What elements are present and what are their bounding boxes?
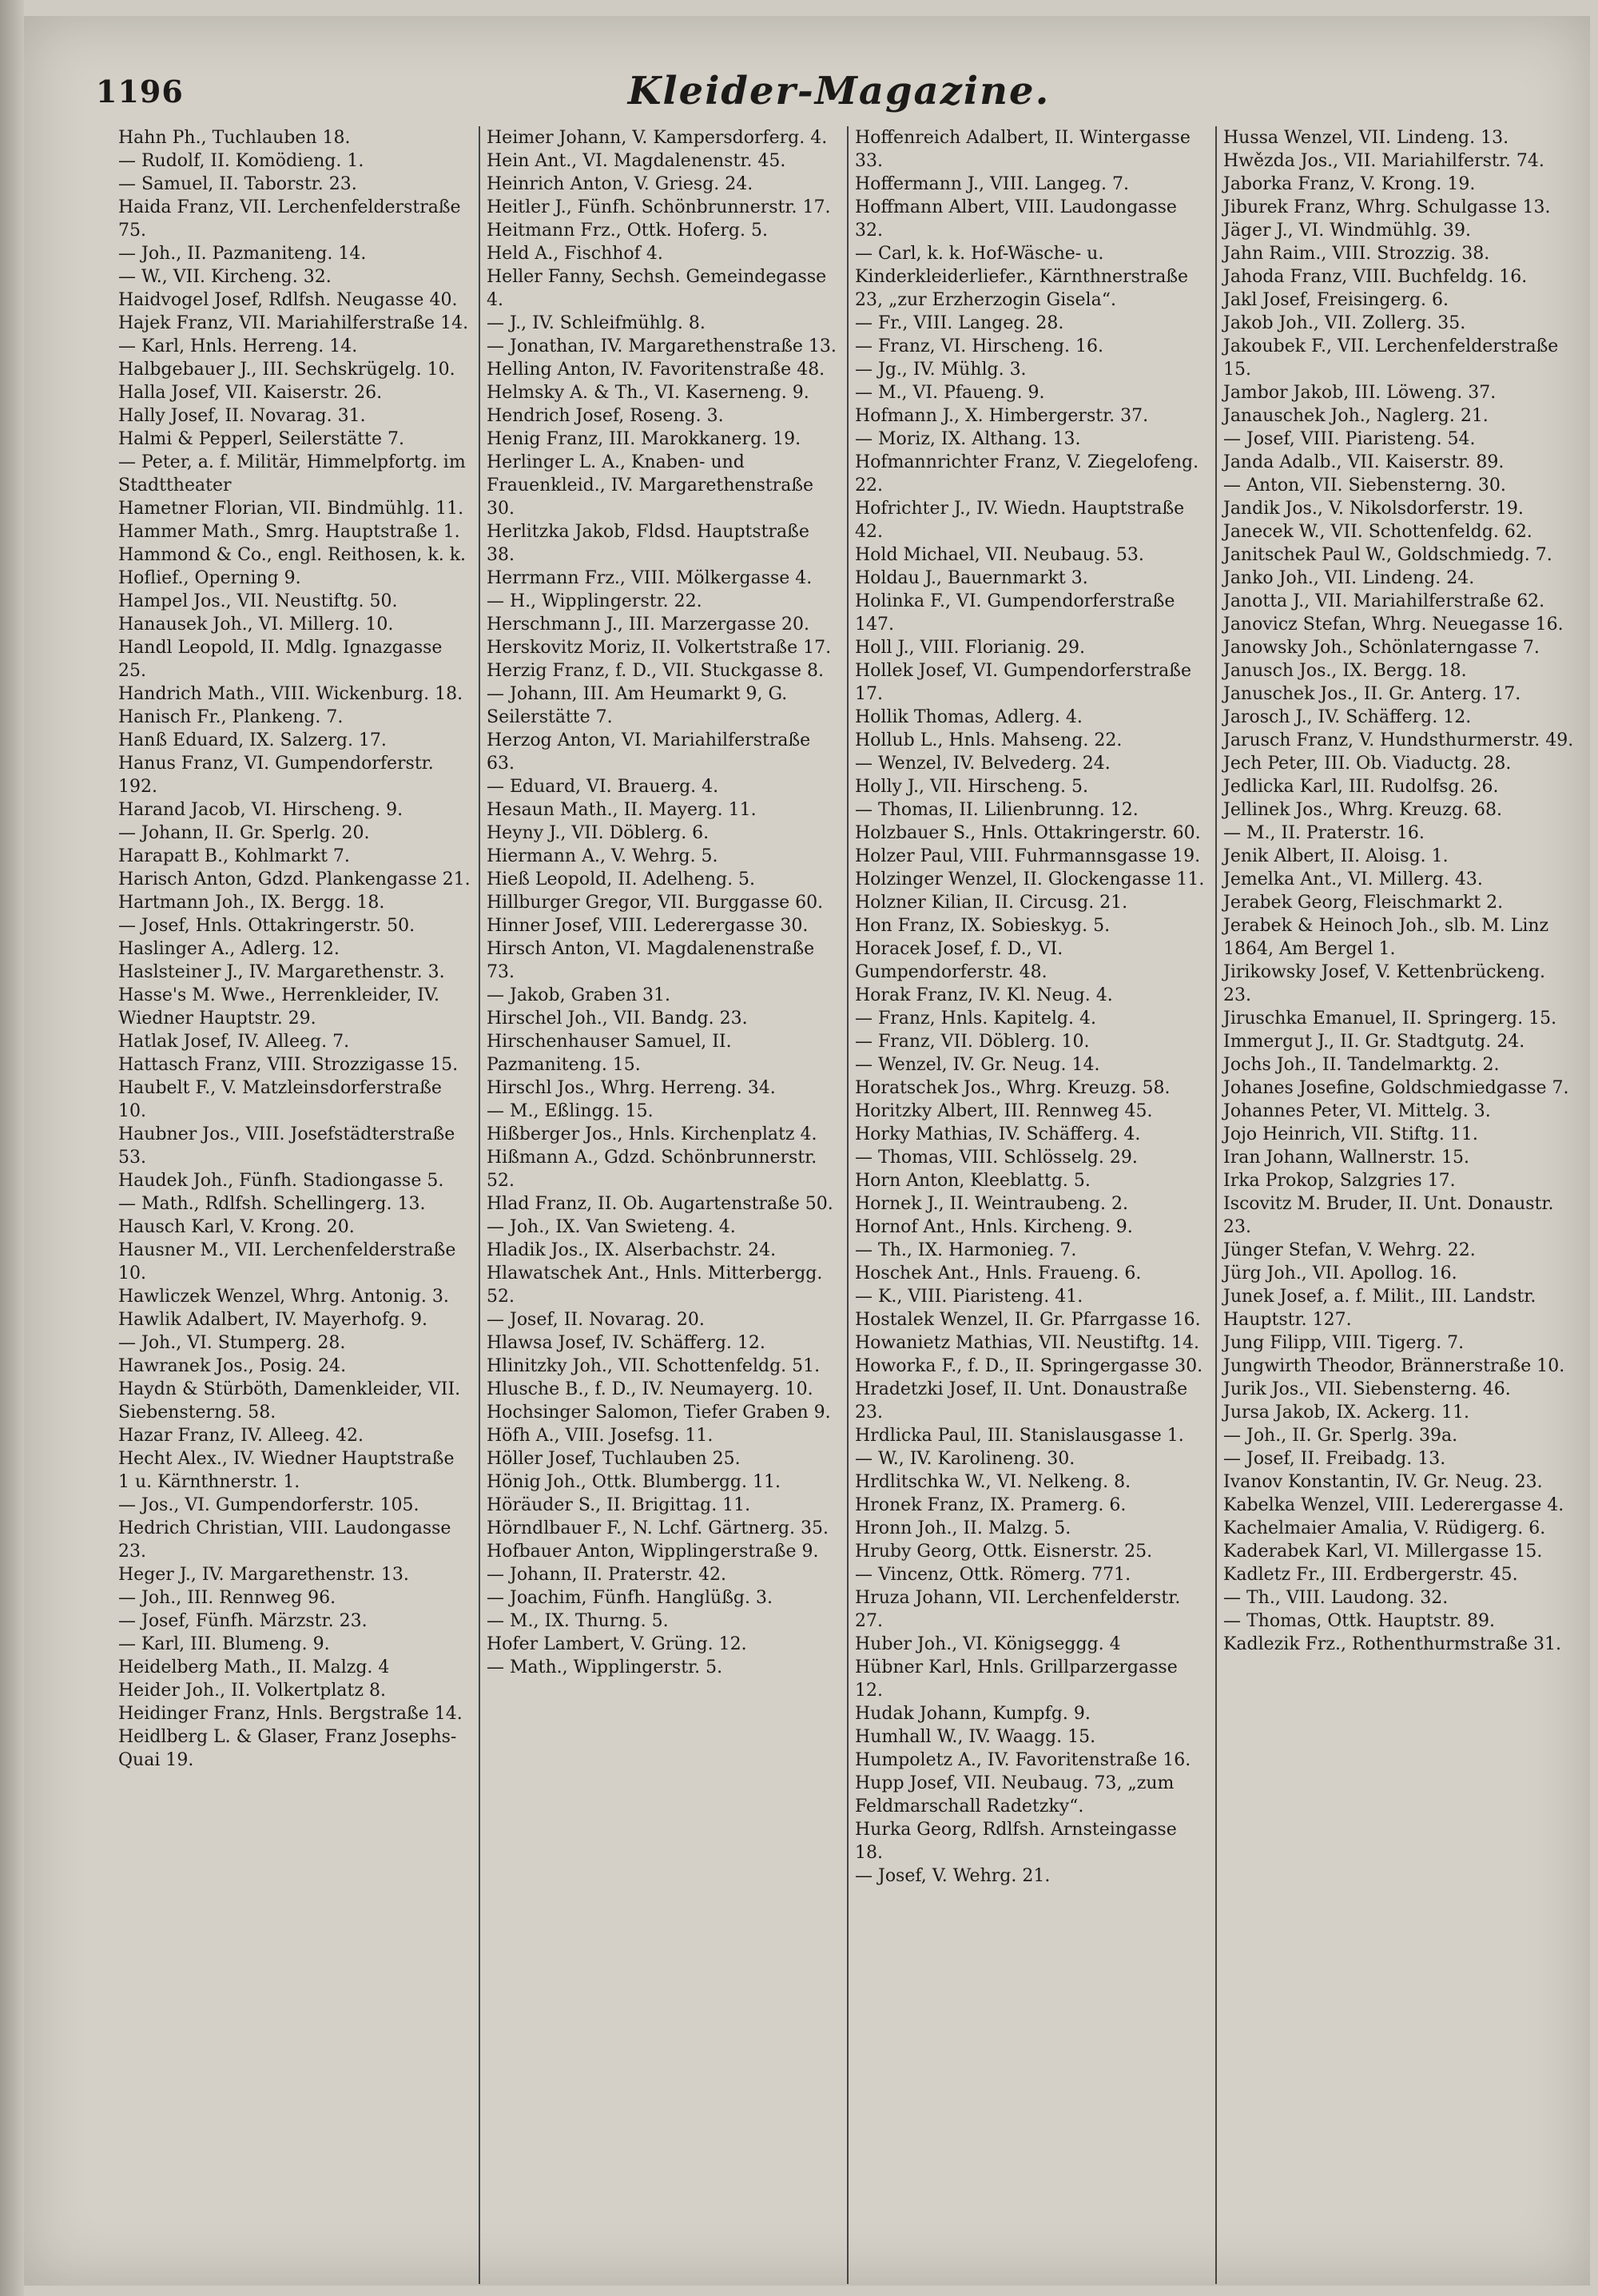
directory-entry: Hazar Franz, IV. Alleeg. 42. bbox=[118, 1426, 364, 1446]
directory-entry: Hussa Wenzel, VII. Lindeng. 13. bbox=[1223, 128, 1509, 148]
directory-entry: — Joh., III. Rennweg 96. bbox=[118, 1588, 336, 1608]
directory-entry: Jakl Josef, Freisingerg. 6. bbox=[1223, 290, 1449, 310]
directory-entry: Horacek Josef, f. D., VI. Gumpendorferstr. 48. bbox=[855, 939, 1063, 982]
directory-entry: Humpoletz A., IV. Favoritenstraße 16. bbox=[855, 1750, 1191, 1770]
directory-columns bbox=[112, 126, 1586, 2284]
directory-entry: — Joh., II. Pazmaniteng. 14. bbox=[118, 244, 367, 264]
directory-entry: Holzinger Wenzel, II. Glockengasse 11. bbox=[855, 869, 1205, 889]
directory-entry: Horak Franz, IV. Kl. Neug. 4. bbox=[855, 985, 1113, 1005]
page-number: 1196 bbox=[96, 74, 184, 109]
directory-entry: Kachelmaier Amalia, V. Rüdigerg. 6. bbox=[1223, 1518, 1546, 1538]
directory-entry: Johannes Peter, VI. Mittelg. 3. bbox=[1223, 1101, 1491, 1121]
directory-entry: — Wenzel, IV. Gr. Neug. 14. bbox=[855, 1055, 1100, 1075]
directory-entry: Heinrich Anton, V. Griesg. 24. bbox=[487, 174, 753, 194]
directory-column-2 bbox=[480, 126, 849, 2284]
directory-entry: Hofrichter J., IV. Wiedn. Hauptstraße 42. bbox=[855, 499, 1185, 542]
directory-entry: Hlad Franz, II. Ob. Augartenstraße 50. bbox=[487, 1194, 833, 1214]
directory-entry: Haidvogel Josef, Rdlfsh. Neugasse 40. bbox=[118, 290, 458, 310]
directory-entry: Handl Leopold, II. Mdlg. Ignazgasse 25. bbox=[118, 638, 443, 681]
directory-entry: — Karl, Hnls. Herreng. 14. bbox=[118, 336, 358, 356]
directory-entry: Hoffmann Albert, VIII. Laudongasse 32. bbox=[855, 197, 1177, 241]
directory-entry: Hoffermann J., VIII. Langeg. 7. bbox=[855, 174, 1129, 194]
directory-entry: Janotta J., VII. Mariahilferstraße 62. bbox=[1223, 591, 1545, 611]
directory-entry: Hendrich Josef, Roseng. 3. bbox=[487, 406, 724, 426]
directory-entry: Heidlberg L. & Glaser, Franz Josephs-Quai 19. bbox=[118, 1727, 457, 1770]
directory-entry: — J., IV. Schleifmühlg. 8. bbox=[487, 313, 706, 333]
directory-entry: Hradetzki Josef, II. Unt. Donaustraße 23. bbox=[855, 1379, 1188, 1423]
directory-entry: — Joh., IX. Van Swieteng. 4. bbox=[487, 1217, 736, 1237]
directory-entry: Hausner M., VII. Lerchenfelderstraße 10. bbox=[118, 1240, 456, 1283]
directory-entry: Herzog Anton, VI. Mariahilferstraße 63. bbox=[487, 730, 811, 774]
directory-entry: Henig Franz, III. Marokkanerg. 19. bbox=[487, 429, 801, 449]
directory-entry: Hrdlitschka W., VI. Nelkeng. 8. bbox=[855, 1472, 1131, 1492]
directory-entry: Hiermann A., V. Wehrg. 5. bbox=[487, 846, 718, 866]
directory-entry: Jakoubek F., VII. Lerchenfelderstraße 15. bbox=[1223, 336, 1559, 380]
directory-entry: Halla Josef, VII. Kaiserstr. 26. bbox=[118, 383, 383, 403]
directory-entry: Hirschel Joh., VII. Bandg. 23. bbox=[487, 1009, 748, 1029]
directory-entry: Hrdlicka Paul, III. Stanislausgasse 1. bbox=[855, 1426, 1184, 1446]
directory-entry: Hahn Ph., Tuchlauben 18. bbox=[118, 128, 351, 148]
directory-entry: — Johann, III. Am Heumarkt 9, G. Seilerstätte 7. bbox=[487, 684, 788, 727]
directory-entry: Hedrich Christian, VIII. Laudongasse 23. bbox=[118, 1518, 451, 1562]
directory-entry: Jojo Heinrich, VII. Stiftg. 11. bbox=[1223, 1124, 1478, 1144]
directory-entry: Holinka F., VI. Gumpendorferstraße 147. bbox=[855, 591, 1175, 635]
directory-entry: Holl J., VIII. Florianig. 29. bbox=[855, 638, 1086, 658]
directory-entry: Holzbauer S., Hnls. Ottakringerstr. 60. bbox=[855, 823, 1201, 843]
directory-column-3 bbox=[849, 126, 1217, 2284]
directory-entry: Jahn Raim., VIII. Strozzig. 38. bbox=[1223, 244, 1490, 264]
directory-entry: Horn Anton, Kleeblattg. 5. bbox=[855, 1171, 1091, 1191]
directory-entry: Hoffenreich Adalbert, II. Wintergasse 33. bbox=[855, 128, 1191, 171]
directory-entry: Iran Johann, Wallnerstr. 15. bbox=[1223, 1148, 1469, 1168]
page-title: Kleider-Magazine. bbox=[627, 69, 1051, 113]
directory-entry: — Franz, Hnls. Kapitelg. 4. bbox=[855, 1009, 1096, 1029]
directory-entry: — Anton, VII. Siebensterng. 30. bbox=[1223, 476, 1506, 495]
directory-entry: — Vincenz, Ottk. Römerg. 771. bbox=[855, 1565, 1131, 1585]
directory-entry: — Samuel, II. Taborstr. 23. bbox=[118, 174, 357, 194]
directory-entry: Jarosch J., IV. Schäfferg. 12. bbox=[1223, 707, 1472, 727]
directory-entry: Hampel Jos., VII. Neustiftg. 50. bbox=[118, 591, 398, 611]
directory-entry: — Josef, II. Freibadg. 13. bbox=[1223, 1449, 1446, 1469]
directory-entry: Hawliczek Wenzel, Whrg. Antonig. 3. bbox=[118, 1287, 449, 1307]
directory-entry: Hlusche B., f. D., IV. Neumayerg. 10. bbox=[487, 1379, 813, 1399]
directory-entry: Janusch Jos., IX. Bergg. 18. bbox=[1223, 661, 1467, 681]
directory-entry: Hausch Karl, V. Krong. 20. bbox=[118, 1217, 355, 1237]
directory-entry: — M., IX. Thurng. 5. bbox=[487, 1611, 669, 1631]
directory-entry: Hein Ant., VI. Magdalenenstr. 45. bbox=[487, 151, 786, 171]
directory-entry: Höräuder S., II. Brigittag. 11. bbox=[487, 1495, 751, 1515]
directory-entry: Jäger J., VI. Windmühlg. 39. bbox=[1223, 221, 1472, 241]
directory-entry: — H., Wipplingerstr. 22. bbox=[487, 591, 702, 611]
directory-entry: — Math., Rdlfsh. Schellingerg. 13. bbox=[118, 1194, 426, 1214]
directory-entry: Haubner Jos., VIII. Josefstädterstraße 53. bbox=[118, 1124, 455, 1168]
directory-entry: Haudek Joh., Fünfh. Stadiongasse 5. bbox=[118, 1171, 444, 1191]
directory-entry: Hofmann J., X. Himbergerstr. 37. bbox=[855, 406, 1149, 426]
directory-entry: Held A., Fischhof 4. bbox=[487, 244, 663, 264]
directory-entry: Hatlak Josef, IV. Alleeg. 7. bbox=[118, 1032, 350, 1052]
directory-entry: Heitmann Frz., Ottk. Hoferg. 5. bbox=[487, 221, 768, 241]
directory-entry: Horatschek Jos., Whrg. Kreuzg. 58. bbox=[855, 1078, 1171, 1098]
directory-entry: — Franz, VI. Hirscheng. 16. bbox=[855, 336, 1103, 356]
directory-entry: — Thomas, Ottk. Hauptstr. 89. bbox=[1223, 1611, 1495, 1631]
directory-entry: Jursa Jakob, IX. Ackerg. 11. bbox=[1223, 1403, 1469, 1423]
directory-entry: Hönig Joh., Ottk. Blumbergg. 11. bbox=[487, 1472, 781, 1492]
directory-entry: Hlawsa Josef, IV. Schäfferg. 12. bbox=[487, 1333, 765, 1353]
directory-entry: Harapatt B., Kohlmarkt 7. bbox=[118, 846, 350, 866]
directory-entry: Hochsinger Salomon, Tiefer Graben 9. bbox=[487, 1403, 831, 1423]
directory-entry: Hronek Franz, IX. Pramerg. 6. bbox=[855, 1495, 1127, 1515]
directory-entry: Jirikowsky Josef, V. Kettenbrückeng. 23. bbox=[1223, 962, 1546, 1005]
directory-entry: Haslinger A., Adlerg. 12. bbox=[118, 939, 340, 959]
directory-entry: Horky Mathias, IV. Schäfferg. 4. bbox=[855, 1124, 1141, 1144]
directory-entry: Herzig Franz, f. D., VII. Stuckgasse 8. bbox=[487, 661, 825, 681]
directory-entry: Janda Adalb., VII. Kaiserstr. 89. bbox=[1223, 452, 1505, 472]
directory-entry: Jünger Stefan, V. Wehrg. 22. bbox=[1223, 1240, 1476, 1260]
directory-entry: Jiburek Franz, Whrg. Schulgasse 13. bbox=[1223, 197, 1551, 217]
directory-entry: Handrich Math., VIII. Wickenburg. 18. bbox=[118, 684, 463, 704]
directory-entry: Herlinger L. A., Knaben- und Frauenkleid., IV. Margarethenstraße 30. bbox=[487, 452, 814, 519]
directory-entry: — Jakob, Graben 31. bbox=[487, 985, 671, 1005]
directory-column-4 bbox=[1217, 126, 1585, 2284]
directory-entry: Jochs Joh., II. Tandelmarktg. 2. bbox=[1223, 1055, 1500, 1075]
directory-entry: Humhall W., IV. Waagg. 15. bbox=[855, 1727, 1096, 1747]
directory-entry: Holzner Kilian, II. Circusg. 21. bbox=[855, 893, 1128, 913]
directory-entry: Hirschenhauser Samuel, II. Pazmaniteng. 15. bbox=[487, 1032, 732, 1075]
directory-entry: — Th., IX. Harmonieg. 7. bbox=[855, 1240, 1077, 1260]
directory-entry: Kadlezik Frz., Rothenthurmstraße 31. bbox=[1223, 1634, 1562, 1654]
directory-entry: Hornek J., II. Weintraubeng. 2. bbox=[855, 1194, 1128, 1214]
directory-entry: — Jg., IV. Mühlg. 3. bbox=[855, 360, 1027, 380]
directory-entry: Janitschek Paul W., Goldschmiedg. 7. bbox=[1223, 545, 1552, 565]
directory-entry: Jech Peter, III. Ob. Viaductg. 28. bbox=[1223, 754, 1512, 774]
directory-entry: Hoschek Ant., Hnls. Fraueng. 6. bbox=[855, 1263, 1142, 1283]
directory-entry: Hladik Jos., IX. Alserbachstr. 24. bbox=[487, 1240, 777, 1260]
directory-entry: Hattasch Franz, VIII. Strozzigasse 15. bbox=[118, 1055, 459, 1075]
directory-column-1 bbox=[112, 126, 480, 2284]
directory-entry: Hajek Franz, VII. Mariahilferstraße 14. bbox=[118, 313, 469, 333]
directory-entry: Hasse's M. Wwe., Herrenkleider, IV. Wiedner Hauptstr. 29. bbox=[118, 985, 439, 1029]
directory-entry: Jemelka Ant., VI. Millerg. 43. bbox=[1223, 869, 1483, 889]
directory-entry: — Peter, a. f. Militär, Himmelpfortg. im Stadttheater bbox=[118, 452, 466, 495]
directory-entry: Haydn & Stürböth, Damenkleider, VII. Siebensterng. 58. bbox=[118, 1379, 461, 1423]
directory-entry: Januschek Jos., II. Gr. Anterg. 17. bbox=[1223, 684, 1521, 704]
directory-entry: — M., VI. Pfaueng. 9. bbox=[855, 383, 1045, 403]
directory-entry: — Joh., VI. Stumperg. 28. bbox=[118, 1333, 346, 1353]
directory-entry: Herrmann Frz., VIII. Mölkergasse 4. bbox=[487, 568, 813, 588]
directory-entry: Heider Joh., II. Volkertplatz 8. bbox=[118, 1681, 386, 1701]
directory-entry: Hißberger Jos., Hnls. Kirchenplatz 4. bbox=[487, 1124, 817, 1144]
directory-entry: Hruby Georg, Ottk. Eisnerstr. 25. bbox=[855, 1542, 1153, 1562]
directory-entry: Jaborka Franz, V. Krong. 19. bbox=[1223, 174, 1476, 194]
directory-entry: Hammond & Co., engl. Reithosen, k. k. Hoflief., Operning 9. bbox=[118, 545, 467, 588]
directory-entry: Hecht Alex., IV. Wiedner Hauptstraße 1 u. Kärnthnerstr. 1. bbox=[118, 1449, 455, 1492]
directory-entry: Hronn Joh., II. Malzg. 5. bbox=[855, 1518, 1071, 1538]
directory-entry: Immergut J., II. Gr. Stadtgutg. 24. bbox=[1223, 1032, 1525, 1052]
directory-entry: Höller Josef, Tuchlauben 25. bbox=[487, 1449, 741, 1469]
directory-entry: Junek Josef, a. f. Milit., III. Landstr. Hauptstr. 127. bbox=[1223, 1287, 1536, 1330]
directory-entry: — Franz, VII. Döblerg. 10. bbox=[855, 1032, 1090, 1052]
directory-entry: Hirschl Jos., Whrg. Herreng. 34. bbox=[487, 1078, 776, 1098]
directory-entry: Heger J., IV. Margarethenstr. 13. bbox=[118, 1565, 409, 1585]
directory-entry: Hornof Ant., Hnls. Kircheng. 9. bbox=[855, 1217, 1133, 1237]
directory-entry: Jurik Jos., VII. Siebensterng. 46. bbox=[1223, 1379, 1511, 1399]
directory-entry: — W., IV. Karolineng. 30. bbox=[855, 1449, 1075, 1469]
directory-entry: Haubelt F., V. Matzleinsdorferstraße 10. bbox=[118, 1078, 442, 1121]
directory-entry: — M., II. Praterstr. 16. bbox=[1223, 823, 1425, 843]
directory-entry: — M., Eßlingg. 15. bbox=[487, 1101, 654, 1121]
directory-entry: — W., VII. Kircheng. 32. bbox=[118, 267, 332, 287]
directory-entry: Holdau J., Bauernmarkt 3. bbox=[855, 568, 1088, 588]
directory-entry: Hartmann Joh., IX. Bergg. 18. bbox=[118, 893, 385, 913]
directory-entry: Heidelberg Math., II. Malzg. 4 bbox=[118, 1657, 390, 1677]
directory-entry: — Th., VIII. Laudong. 32. bbox=[1223, 1588, 1449, 1608]
directory-entry: Jellinek Jos., Whrg. Kreuzg. 68. bbox=[1223, 800, 1502, 820]
directory-entry: Heller Fanny, Sechsh. Gemeindegasse 4. bbox=[487, 267, 827, 310]
directory-entry: Iscovitz M. Bruder, II. Unt. Donaustr. 23. bbox=[1223, 1194, 1554, 1237]
directory-entry: Heimer Johann, V. Kampersdorferg. 4. bbox=[487, 128, 828, 148]
directory-entry: Hofmannrichter Franz, V. Ziegelofeng. 22. bbox=[855, 452, 1199, 495]
directory-entry: Hofer Lambert, V. Grüng. 12. bbox=[487, 1634, 747, 1654]
page-binding-edge bbox=[0, 0, 24, 2296]
directory-entry: Hörndlbauer F., N. Lchf. Gärtnerg. 35. bbox=[487, 1518, 829, 1538]
directory-entry: Holzer Paul, VIII. Fuhrmannsgasse 19. bbox=[855, 846, 1201, 866]
directory-entry: — Jos., VI. Gumpendorferstr. 105. bbox=[118, 1495, 419, 1515]
directory-entry: — Moriz, IX. Althang. 13. bbox=[855, 429, 1081, 449]
directory-entry: Haslsteiner J., IV. Margarethenstr. 3. bbox=[118, 962, 445, 982]
directory-entry: Johanes Josefine, Goldschmiedgasse 7. bbox=[1223, 1078, 1569, 1098]
directory-entry: Hon Franz, IX. Sobieskyg. 5. bbox=[855, 916, 1111, 936]
directory-entry: — Josef, Fünfh. Märzstr. 23. bbox=[118, 1611, 368, 1631]
directory-entry: Janecek W., VII. Schottenfeldg. 62. bbox=[1223, 522, 1532, 542]
directory-entry: Hofbauer Anton, Wipplingerstraße 9. bbox=[487, 1542, 819, 1562]
directory-entry: Jürg Joh., VII. Apollog. 16. bbox=[1223, 1263, 1457, 1283]
directory-entry: Howorka F., f. D., II. Springergasse 30. bbox=[855, 1356, 1203, 1376]
directory-entry: Hammer Math., Smrg. Hauptstraße 1. bbox=[118, 522, 460, 542]
directory-entry: Jakob Joh., VII. Zollerg. 35. bbox=[1223, 313, 1466, 333]
directory-entry: Heyny J., VII. Döblerg. 6. bbox=[487, 823, 710, 843]
directory-entry: Helmsky A. & Th., VI. Kaserneng. 9. bbox=[487, 383, 809, 403]
directory-entry: Herschmann J., III. Marzergasse 20. bbox=[487, 615, 810, 635]
directory-entry: — Carl, k. k. Hof-Wäsche- u. Kinderkleiderliefer., Kärnthnerstraße 23, „zur Erzherzogin Gisela“. bbox=[855, 244, 1189, 310]
directory-entry: Jerabek & Heinoch Joh., slb. M. Linz 1864, Am Bergel 1. bbox=[1223, 916, 1549, 959]
directory-entry: Kadletz Fr., III. Erdbergerstr. 45. bbox=[1223, 1565, 1518, 1585]
directory-entry: Janovicz Stefan, Whrg. Neuegasse 16. bbox=[1223, 615, 1564, 635]
directory-entry: Jung Filipp, VIII. Tigerg. 7. bbox=[1223, 1333, 1465, 1353]
directory-entry: Hinner Josef, VIII. Lederergasse 30. bbox=[487, 916, 809, 936]
page-header bbox=[96, 69, 1582, 121]
directory-entry: — Josef, II. Novarag. 20. bbox=[487, 1310, 705, 1330]
directory-entry: — K., VIII. Piaristeng. 41. bbox=[855, 1287, 1083, 1307]
directory-entry: Harisch Anton, Gdzd. Plankengasse 21. bbox=[118, 869, 471, 889]
directory-entry: — Eduard, VI. Brauerg. 4. bbox=[487, 777, 719, 797]
directory-entry: Jarusch Franz, V. Hundsthurmerstr. 49. bbox=[1223, 730, 1574, 750]
directory-entry: Hollub L., Hnls. Mahseng. 22. bbox=[855, 730, 1123, 750]
directory-entry: Jiruschka Emanuel, II. Springerg. 15. bbox=[1223, 1009, 1557, 1029]
directory-entry: Janko Joh., VII. Lindeng. 24. bbox=[1223, 568, 1475, 588]
directory-entry: — Josef, VIII. Piaristeng. 54. bbox=[1223, 429, 1476, 449]
directory-entry: Hanausek Joh., VI. Millerg. 10. bbox=[118, 615, 394, 635]
directory-entry: — Rudolf, II. Komödieng. 1. bbox=[118, 151, 364, 171]
directory-entry: — Thomas, VIII. Schlösselg. 29. bbox=[855, 1148, 1138, 1168]
directory-entry: Harand Jacob, VI. Hirscheng. 9. bbox=[118, 800, 403, 820]
directory-entry: Hißmann A., Gdzd. Schönbrunnerstr. 52. bbox=[487, 1148, 817, 1191]
directory-entry: Halmi & Pepperl, Seilerstätte 7. bbox=[118, 429, 404, 449]
directory-entry: — Math., Wipplingerstr. 5. bbox=[487, 1657, 723, 1677]
directory-entry: Hawlik Adalbert, IV. Mayerhofg. 9. bbox=[118, 1310, 428, 1330]
directory-entry: Hudak Johann, Kumpfg. 9. bbox=[855, 1704, 1091, 1724]
directory-entry: — Johann, II. Gr. Sperlg. 20. bbox=[118, 823, 370, 843]
directory-entry: Irka Prokop, Salzgries 17. bbox=[1223, 1171, 1456, 1191]
directory-entry: Hollek Josef, VI. Gumpendorferstraße 17. bbox=[855, 661, 1192, 704]
directory-entry: — Thomas, II. Lilienbrunng. 12. bbox=[855, 800, 1139, 820]
directory-entry: Herskovitz Moriz, II. Volkertstraße 17. bbox=[487, 638, 832, 658]
directory-entry: Huber Joh., VI. Königseggg. 4 bbox=[855, 1634, 1121, 1654]
directory-entry: — Karl, III. Blumeng. 9. bbox=[118, 1634, 330, 1654]
directory-entry: Jandik Jos., V. Nikolsdorferstr. 19. bbox=[1223, 499, 1524, 519]
directory-entry: — Joh., II. Gr. Sperlg. 39a. bbox=[1223, 1426, 1458, 1446]
directory-entry: Helling Anton, IV. Favoritenstraße 48. bbox=[487, 360, 825, 380]
directory-entry: Janowsky Joh., Schönlaterngasse 7. bbox=[1223, 638, 1540, 658]
directory-entry: Hruza Johann, VII. Lerchenfelderstr. 27. bbox=[855, 1588, 1181, 1631]
directory-entry: Haida Franz, VII. Lerchenfelderstraße 75. bbox=[118, 197, 461, 241]
directory-entry: Jenik Albert, II. Aloisg. 1. bbox=[1223, 846, 1449, 866]
directory-entry: — Wenzel, IV. Belvederg. 24. bbox=[855, 754, 1111, 774]
directory-entry: Heitler J., Fünfh. Schönbrunnerstr. 17. bbox=[487, 197, 831, 217]
directory-entry: Hurka Georg, Rdlfsh. Arnsteingasse 18. bbox=[855, 1820, 1177, 1863]
directory-entry: Jerabek Georg, Fleischmarkt 2. bbox=[1223, 893, 1504, 913]
directory-entry: Hieß Leopold, II. Adelheng. 5. bbox=[487, 869, 756, 889]
directory-entry: Hollik Thomas, Adlerg. 4. bbox=[855, 707, 1083, 727]
directory-entry: Hupp Josef, VII. Neubaug. 73, „zum Feldmarschall Radetzky“. bbox=[855, 1773, 1175, 1817]
directory-entry: Hesaun Math., II. Mayerg. 11. bbox=[487, 800, 757, 820]
directory-entry: — Josef, V. Wehrg. 21. bbox=[855, 1866, 1051, 1886]
directory-entry: Hold Michael, VII. Neubaug. 53. bbox=[855, 545, 1144, 565]
directory-entry: Hanisch Fr., Plankeng. 7. bbox=[118, 707, 344, 727]
directory-entry: — Jonathan, IV. Margarethenstraße 13. bbox=[487, 336, 837, 356]
directory-entry: Holly J., VII. Hirscheng. 5. bbox=[855, 777, 1089, 797]
directory-entry: Ivanov Konstantin, IV. Gr. Neug. 23. bbox=[1223, 1472, 1543, 1492]
directory-entry: — Johann, II. Praterstr. 42. bbox=[487, 1565, 727, 1585]
directory-entry: Howanietz Mathias, VII. Neustiftg. 14. bbox=[855, 1333, 1200, 1353]
directory-entry: Kabelka Wenzel, VIII. Lederergasse 4. bbox=[1223, 1495, 1564, 1515]
directory-entry: Hanß Eduard, IX. Salzerg. 17. bbox=[118, 730, 387, 750]
directory-entry: Hlinitzky Joh., VII. Schottenfeldg. 51. bbox=[487, 1356, 821, 1376]
directory-entry: Hawranek Jos., Posig. 24. bbox=[118, 1356, 347, 1376]
directory-entry: Hillburger Gregor, VII. Burggasse 60. bbox=[487, 893, 824, 913]
directory-entry: Janauschek Joh., Naglerg. 21. bbox=[1223, 406, 1489, 426]
directory-entry: — Josef, Hnls. Ottakringerstr. 50. bbox=[118, 916, 415, 936]
directory-entry: Kaderabek Karl, VI. Millergasse 15. bbox=[1223, 1542, 1543, 1562]
directory-entry: Jahoda Franz, VIII. Buchfeldg. 16. bbox=[1223, 267, 1528, 287]
directory-entry: Jedlicka Karl, III. Rudolfsg. 26. bbox=[1223, 777, 1499, 797]
directory-entry: Horitzky Albert, III. Rennweg 45. bbox=[855, 1101, 1153, 1121]
directory-entry: Hübner Karl, Hnls. Grillparzergasse 12. bbox=[855, 1657, 1178, 1701]
directory-entry: Hally Josef, II. Novarag. 31. bbox=[118, 406, 366, 426]
directory-entry: Hostalek Wenzel, II. Gr. Pfarrgasse 16. bbox=[855, 1310, 1201, 1330]
directory-entry: Hwězda Jos., VII. Mariahilferstr. 74. bbox=[1223, 151, 1544, 171]
directory-entry: Hametner Florian, VII. Bindmühlg. 11. bbox=[118, 499, 464, 519]
directory-entry: Jungwirth Theodor, Brännerstraße 10. bbox=[1223, 1356, 1565, 1376]
directory-entry: Hlawatschek Ant., Hnls. Mitterbergg. 52. bbox=[487, 1263, 823, 1307]
directory-entry: Hirsch Anton, VI. Magdalenenstraße 73. bbox=[487, 939, 815, 982]
directory-entry: Höfh A., VIII. Josefsg. 11. bbox=[487, 1426, 714, 1446]
directory-entry: Heidinger Franz, Hnls. Bergstraße 14. bbox=[118, 1704, 463, 1724]
directory-entry: — Joachim, Fünfh. Hanglüßg. 3. bbox=[487, 1588, 773, 1608]
directory-entry: Hanus Franz, VI. Gumpendorferstr. 192. bbox=[118, 754, 434, 797]
directory-entry: Halbgebauer J., III. Sechskrügelg. 10. bbox=[118, 360, 455, 380]
directory-entry: Herlitzka Jakob, Fldsd. Hauptstraße 38. bbox=[487, 522, 809, 565]
directory-entry: Jambor Jakob, III. Löweng. 37. bbox=[1223, 383, 1497, 403]
directory-entry: — Fr., VIII. Langeg. 28. bbox=[855, 313, 1064, 333]
